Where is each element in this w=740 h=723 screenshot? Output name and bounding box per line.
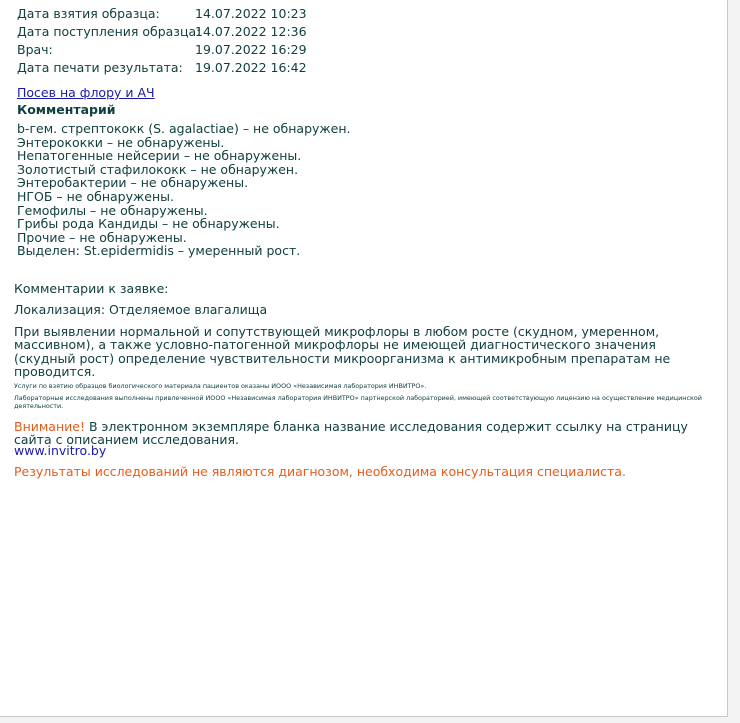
order-comments-title: Комментарии к заявке: <box>14 281 169 296</box>
info-value: 14.07.2022 10:23 <box>195 6 307 21</box>
results-list <box>17 122 351 258</box>
print-date-row <box>17 60 307 75</box>
fine-print-line: Лабораторные исследования выполнены привлеченной ИООО «Независимая лаборатория ИНВИТРО» партнерской лабораторией, имеющей соответствующую лицензию на осуществление медицинской деятельности. <box>14 394 702 410</box>
result-line: Гемофилы – не обнаружены. <box>17 202 208 218</box>
comment-heading: Комментарий <box>17 102 116 117</box>
info-label: Дата печати результата: <box>17 60 183 75</box>
sample-date-row <box>17 6 307 21</box>
study-title-link[interactable]: Посев на флору и АЧ <box>17 85 155 100</box>
result-line: Энтерококки – не обнаружены. <box>17 134 225 150</box>
result-line: Непатогенные нейсерии – не обнаружены. <box>17 148 302 164</box>
warning-text: В электронном экземпляре бланка название исследования содержит ссылку на страницу сайта с описанием исследования. <box>14 419 688 447</box>
result-line: Энтеробактерии – не обнаружены. <box>17 175 249 191</box>
page-bottom-shadow <box>0 717 740 723</box>
info-label: Врач: <box>17 42 53 57</box>
result-line: b-гем. стрептококк (S. agalactiae) – не обнаружен. <box>17 121 351 136</box>
result-line: Золотистый стафилококк – не обнаружен. <box>17 161 299 177</box>
result-line: Прочие – не обнаружены. <box>17 229 187 245</box>
warning-note <box>14 420 724 446</box>
doctor-row <box>17 42 307 57</box>
localization-text: Локализация: Отделяемое влагалища <box>14 302 268 317</box>
receipt-date-row <box>17 24 307 39</box>
page-edge-shadow <box>728 0 740 723</box>
disclaimer-text: Результаты исследований не являются диагнозом, необходима консультация специалиста. <box>14 464 626 479</box>
warning-lead: Внимание! <box>14 419 85 434</box>
info-value: 19.07.2022 16:29 <box>195 42 307 57</box>
result-line: Грибы рода Кандиды – не обнаружены. <box>17 216 280 232</box>
result-line: НГОБ – не обнаружены. <box>17 188 174 204</box>
microflora-note: При выявлении нормальной и сопутствующей микрофлоры в любом росте (скудном, умеренном, массивном), а также условно-патогенной микрофлоры не имеющей диагностического значения (скудный рост) определение чувствительности микроорганизма к антимикробным препаратам не проводится. <box>14 324 671 380</box>
info-value: 14.07.2022 12:36 <box>195 24 307 39</box>
info-label: Дата поступления образца: <box>17 24 201 39</box>
site-link[interactable]: www.invitro.by <box>14 443 107 458</box>
fine-print-line: Услуги по взятию образцов биологического материала пациентов оказаны ИООО «Независимая лаборатория ИНВИТРО». <box>14 382 427 390</box>
info-value: 19.07.2022 16:42 <box>195 60 307 75</box>
info-label: Дата взятия образца: <box>17 6 160 21</box>
result-line: Выделен: St.epidermidis – умеренный рост. <box>17 243 301 259</box>
